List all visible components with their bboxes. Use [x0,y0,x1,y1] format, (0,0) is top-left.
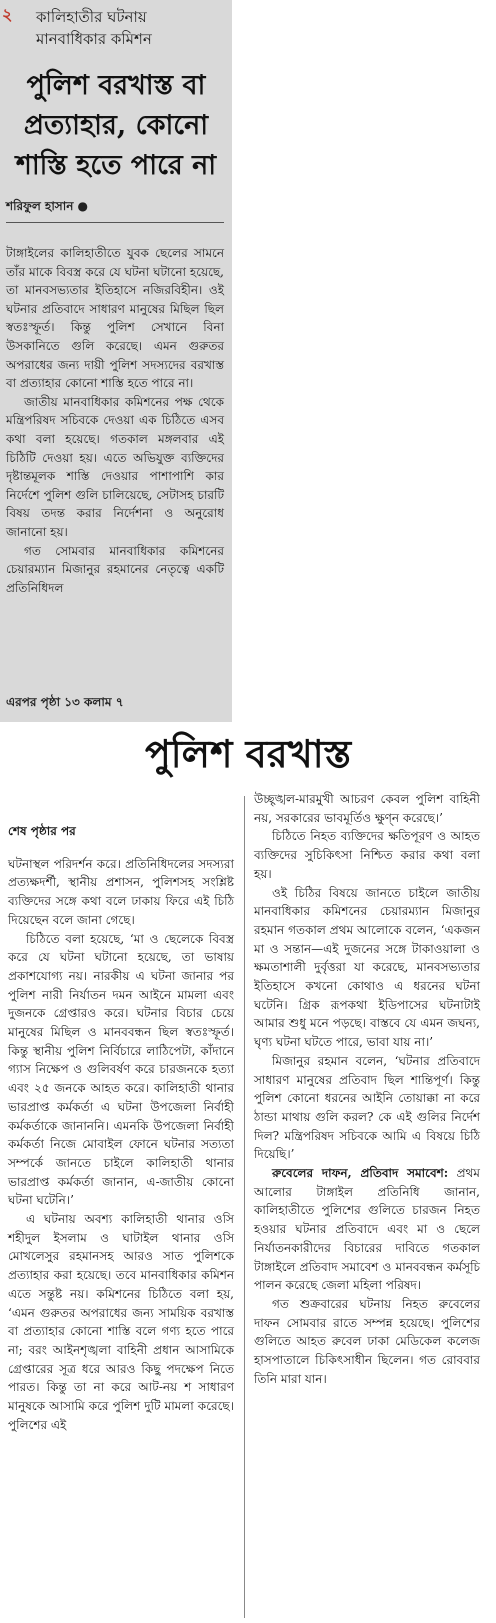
right-column [254,790,480,1389]
top-article-clipping [0,0,232,722]
kicker-line: মানবাধিকার কমিশন [36,30,152,48]
bottom-headline: পুলিশ বরখাস্ত [144,731,352,776]
top-headline [6,66,226,186]
paragraph: মিজানুর রহমান বলেন, ‘ঘটনার প্রতিবাদে সাধারণ মানুষের প্রতিবাদ ছিল শান্তিপূর্ণ। কিন্তু পুলিশ কোনো ধরনের আইনি তোয়াক্কা না করে ঠান্ডা মাথায় গুলি করল? কে এই গুলির নির্দেশ দিল? মন্ত্রিপরিষদ সচিবকে আমি এ বিষয়ে চিঠি দিয়েছি।’ [254,1053,480,1162]
kicker-line: কালিহাতীর ঘটনায় [36,8,147,26]
headline-line: পুলিশ বরখাস্ত বা [26,70,206,101]
top-article-body [6,244,224,597]
page-marker: ২ [2,5,13,24]
headline-line: প্রত্যাহার, কোনো [23,110,209,141]
byline: শরিফুল হাসান ● [6,199,89,213]
paragraph: গত শুক্রবারের ঘটনায় নিহত রুবেলের দাফন সোমবার রাতে সম্পন্ন হয়েছে। পুলিশের গুলিতে আহত রুবেল ঢাকা মেডিকেল কলেজ হাসপাতালে চিকিৎসাধীন ছিলেন। গত রোববার তিনি মারা যান। [254,1296,480,1386]
jump-reference: এরপর পৃষ্ঠা ১৩ কলাম ৭ [6,695,124,709]
byline-divider [6,222,224,223]
paragraph: জাতীয় মানবাধিকার কমিশনের পক্ষ থেকে মন্ত্রিপরিষদ সচিবকে দেওয়া এক চিঠিতে এসব কথা বলা হয়েছে। গতকাল মঙ্গলবার এই চিঠিটি দেওয়া হয়। এতে অভিযুক্ত ব্যক্তিদের দৃষ্টান্তমূলক শাস্তি দেওয়ার পাশাপাশি কার নির্দেশে পুলিশ গুলি চালিয়েছে, সেটাসহ চারটি বিষয় তদন্ত করার নির্দেশনা ও অনুরোধ জানানো হয়। [6,394,224,539]
paragraph: গত সোমবার মানবাধিকার কমিশনের চেয়ারম্যান মিজানুর রহমানের নেতৃত্বে একটি প্রতিনিধিদল [6,543,224,595]
paragraph: ঘটনাস্থল পরিদর্শন করে। প্রতিনিধিদলের সদস্যরা প্রত্যক্ষদর্শী, স্থানীয় প্রশাসন, পুলিশসহ সংশ্লিষ্ট ব্যক্তিদের সঙ্গে কথা বলে ঢাকায় ফিরে এই চিঠি দিয়েছেন বলে জানা গেছে। [8,856,234,927]
paragraph: টাঙ্গাইলের কালিহাতীতে যুবক ছেলের সামনে তাঁর মাকে বিবস্ত্র করে যে ঘটনা ঘটানো হয়েছে, তা মানবসভ্যতার ইতিহাসে নজিরবিহীন। ওই ঘটনার প্রতিবাদে সাধারণ মানুষের মিছিল ছিল স্বতঃস্ফূর্ত। কিন্তু পুলিশ সেখানে বিনা উসকানিতে গুলি করেছে। এমন গুরুতর অপরাধের জন্য দায়ী পুলিশ সদস্যদের বরখাস্ত বা প্রত্যাহার কোনো শাস্তি হতে পারে না। [6,246,224,391]
headline-line: শাস্তি হতে পারে না [15,150,217,181]
paragraph: এ ঘটনায় অবশ্য কালিহাতী থানার ওসি শহীদুল ইসলাম ও ঘাটাইল থানার ওসি মোখলেসুর রহমানসহ আরও সাত পুলিশকে প্রত্যাহার করা হয়েছে। তবে মানবাধিকার কমিশন এতে সন্তুষ্ট নয়। কমিশনের চিঠিতে বলা হয়, ‘এমন গুরুতর অপরাধের জন্য সাময়িক বরখাস্ত বা প্রত্যাহার কোনো শাস্তি বলে গণ্য হতে পারে না; বরং আইনশৃঙ্খলা বাহিনী প্রধান আসামিকে গ্রেপ্তারের সূত্র ধরে আরও কিছু পদক্ষেপ নিতে পারত। কিন্তু তা না করে আট-নয় শ সাধারণ মানুষকে আসামি করে পুলিশ দুটি মামলা করেছে। পুলিশের এই [8,1212,234,1432]
continued-label: শেষ পৃষ্ঠার পর [8,824,76,838]
paragraph: উচ্ছৃঙ্খল-মারমুখী আচরণ কেবল পুলিশ বাহিনী নয়, সরকারের ভাবমূর্তিও ক্ষুণ্ন করেছে।’ [254,792,480,825]
subhead-paragraph [254,1164,480,1295]
paragraph: চিঠিতে নিহত ব্যক্তিদের ক্ষতিপূরণ ও আহত ব্যক্তিদের সুচিকিৎসা নিশ্চিত করার কথা বলা হয়। [254,829,480,881]
paragraph: চিঠিতে বলা হয়েছে, ‘মা ও ছেলেকে বিবস্ত্র করে যে ঘটনা ঘটানো হয়েছে, তা ভাষায় প্রকাশযোগ্য নয়। নারকীয় এ ঘটনা জানার পর পুলিশ নারী নির্যাতন দমন আইনে মামলা এবং দুজনকে গ্রেপ্তারও করে। ঘটনার বিচার চেয়ে মানুষের মিছিল ও মানববন্ধন ছিল স্বতঃস্ফূর্ত। কিন্তু স্থানীয় পুলিশ নির্বিচারে লাঠিপেটা, কাঁদানে গ্যাস নিক্ষেপ ও গুলিবর্ষণ করে চারজনকে হত্যা এবং ২৫ জনকে আহত করে। কালিহাতী থানার ভারপ্রাপ্ত কর্মকর্তা এ ঘটনা উপজেলা নির্বাহী কর্মকর্তাকে জানাননি। এমনকি উপজেলা নির্বাহী কর্মকর্তা নিজে মোবাইল ফোনে ঘটনার সত্যতা সম্পর্কে জানতে চাইলে কালিহাতী থানার ভারপ্রাপ্ত কর্মকর্তা জানান, এ-জাতীয় কোনো ঘটনা ঘটেনি।’ [8,931,234,1208]
left-column [8,822,234,1435]
subhead-text: প্রথম আলোর টাঙ্গাইল প্রতিনিধি জানান, কালিহাতীতে পুলিশের গুলিতে চারজন নিহত হওয়ার ঘটনার প্রতিবাদে এবং মা ও ছেলে নির্যাতনকারীদের বিচারের দাবিতে গতকাল টাঙ্গাইলে প্রতিবাদ সমাবেশ ও মানববন্ধন কর্মসূচি পালন করেছে জেলা মহিলা পরিষদ। [254,1166,480,1293]
kicker [36,6,226,50]
subhead: রুবেলের দাফন, প্রতিবাদ সমাবেশ: [272,1166,449,1181]
paragraph: ওই চিঠির বিষয়ে জানতে চাইলে জাতীয় মানবাধিকার কমিশনের চেয়ারম্যান মিজানুর রহমান গতকাল প্রথম আলোকে বলেন, ‘একজন মা ও সন্তান—এই দুজনের সঙ্গে টাকাওয়ালা ও ক্ষমতাশালী দুর্বৃত্তরা যা করেছে, মানবসভ্যতার ইতিহাসে কখনো কোথাও এ ধরনের ঘটনা ঘটেনি। গ্রিক রূপকথা ইডিপাসের ঘটনাটাই আমার শুধু মনে পড়ছে। বাস্তবে যে এমন জঘন্য, ঘৃণ্য ঘটনা ঘটতে পারে, ভাবা যায় না।’ [254,885,480,1050]
column-divider [244,796,245,1618]
